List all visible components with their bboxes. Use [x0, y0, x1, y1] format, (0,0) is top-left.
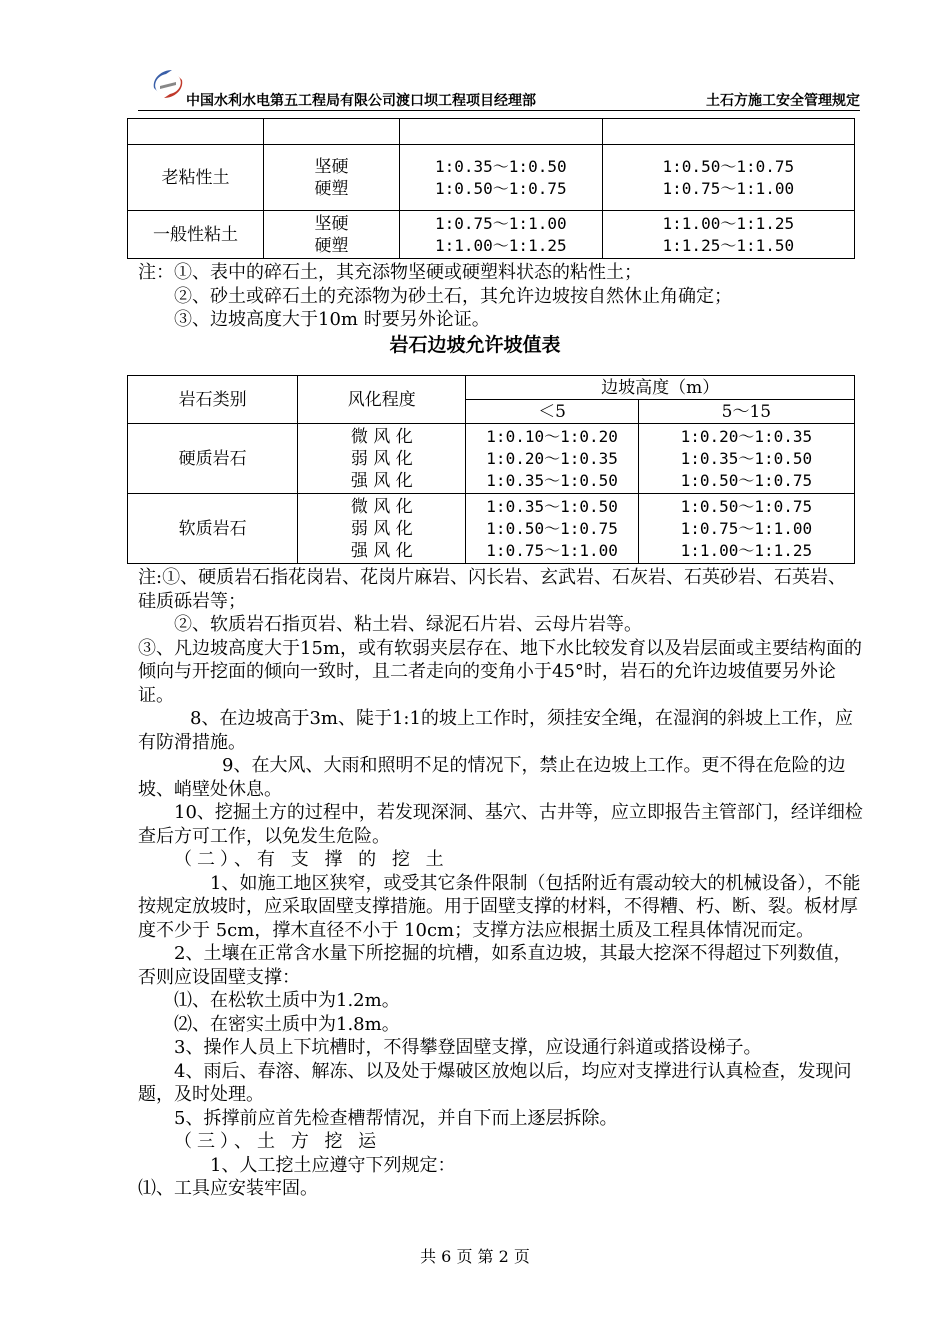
rock-table-title: 岩石边坡允许坡值表	[389, 334, 561, 356]
column-header: 岩石类别	[128, 376, 298, 424]
paragraph: 10、挖掘土方的过程中，若发现深洞、基穴、古井等，应立即报告主管部门，经详细检查后方可工作，以免发生危险。	[138, 802, 863, 847]
paragraph: ②、软质岩石指页岩、粘土岩、绿泥石片岩、云母片岩等。	[174, 614, 642, 635]
body-text	[138, 566, 863, 1201]
paragraph: 3、操作人员上下坑槽时，不得攀登固壁支撑，应设通行斜道或搭设梯子。	[174, 1037, 762, 1058]
column-header: ＜5	[466, 400, 638, 424]
header-document-title: 土石方施工安全管理规定	[706, 93, 860, 109]
column-header: 风化程度	[298, 376, 466, 424]
paragraph: 4、雨后、春溶、解冻、以及处于爆破区放炮以后，均应对支撑进行认真检查，发现问题，及时处理。	[138, 1060, 852, 1105]
paragraph: 9、在大风、大雨和照明不足的情况下，禁止在边坡上工作。更不得在危险的边坡、峭壁处休息。	[138, 755, 846, 800]
table-row	[128, 494, 855, 564]
soil-type-cell: 老粘性土	[128, 145, 264, 211]
company-logo-icon	[148, 64, 188, 104]
table1-notes	[138, 261, 863, 332]
note-line: ②、砂土或碎石土的充添物为砂土石，其允许边坡按自然休止角确定；	[174, 285, 732, 307]
paragraph: 5、拆撑前应首先检查槽帮情况，并自下而上逐层拆除。	[174, 1107, 618, 1129]
section-heading: （三）、土 方 挖 运	[174, 1131, 382, 1152]
page-header	[138, 64, 860, 112]
page-footer: 共 6 页 第 2 页	[420, 1247, 530, 1266]
rock-type-cell: 硬质岩石	[128, 424, 298, 494]
slope-value-cell: 1:0.20～1:0.35 1:0.35～1:0.50 1:0.50～1:0.75	[638, 424, 854, 494]
soil-state-cell: 坚硬 硬塑	[263, 145, 399, 211]
slope-value-cell: 1:0.50～1:0.75 1:0.75～1:1.00	[602, 145, 854, 211]
table-row	[128, 145, 855, 211]
slope-value-cell: 1:0.35～1:0.50 1:0.50～1:0.75	[399, 145, 602, 211]
paragraph: ⑴、在松软土质中为1.2m。	[174, 990, 400, 1011]
column-header: 边坡高度（m）	[466, 376, 855, 400]
table-row	[128, 119, 855, 145]
slope-value-cell: 1:1.00～1:1.25 1:1.25～1:1.50	[602, 211, 854, 259]
table-row	[128, 424, 855, 494]
note-line: 注：①、表中的碎石土，其充添物坚硬或硬塑料状态的粘性土；	[138, 262, 642, 283]
weathering-cell: 微 风 化 弱 风 化 强 风 化	[298, 494, 466, 564]
soil-type-cell: 一般性粘土	[128, 211, 264, 259]
table-header-row	[128, 376, 855, 400]
slope-value-cell: 1:0.35～1:0.50 1:0.50～1:0.75 1:0.75～1:1.00	[466, 494, 638, 564]
header-organization: 中国水利水电第五工程局有限公司渡口坝工程项目经理部	[186, 93, 536, 109]
section-heading: （二）、有 支 撑 的 挖 土	[174, 849, 449, 870]
slope-value-cell: 1:0.10～1:0.20 1:0.20～1:0.35 1:0.35～1:0.50	[466, 424, 638, 494]
paragraph: 1、如施工地区狭窄，或受其它条件限制（包括附近有震动较大的机械设备），不能按规定放坡时，应采取固壁支撑措施。用于固壁支撑的材料，不得糟、朽、断、裂。板材厚度不少于 5cm，撑木直径不小于 10cm；支撑方法应根据土质及工程具体情况而定。	[138, 872, 861, 941]
rock-slope-table	[127, 375, 855, 564]
paragraph: 8、在边坡高于3m、陡于1:1的坡上工作时，须挂安全绳，在湿润的斜坡上工作，应有防滑措施。	[138, 708, 853, 753]
paragraph: 2、土壤在正常含水量下所挖掘的坑槽，如系直边坡，其最大挖深不得超过下列数值，否则应设固壁支撑：	[138, 943, 852, 988]
rock-type-cell: 软质岩石	[128, 494, 298, 564]
paragraph: 1、人工挖土应遵守下列规定：	[210, 1154, 456, 1176]
slope-value-cell: 1:0.50～1:0.75 1:0.75～1:1.00 1:1.00～1:1.25	[638, 494, 854, 564]
header-divider	[138, 110, 860, 111]
paragraph: 注:①、硬质岩石指花岗岩、花岗片麻岩、闪长岩、玄武岩、石灰岩、石英砂岩、石英岩、硅质砾岩等；	[138, 567, 847, 612]
table-row	[128, 211, 855, 259]
slope-value-cell: 1:0.75～1:1.00 1:1.00～1:1.25	[399, 211, 602, 259]
paragraph: ③、凡边坡高度大于15m，或有软弱夹层存在、地下水比较发育以及岩层面或主要结构面的倾向与开挖面的倾向一致时，且二者走向的变角小于45°时，岩石的允许边坡值要另外论证。	[138, 637, 862, 706]
note-line: ③、边坡高度大于10m 时要另外论证。	[174, 309, 490, 330]
paragraph: ⑴、工具应安装牢固。	[138, 1178, 318, 1199]
soil-state-cell: 坚硬 硬塑	[263, 211, 399, 259]
column-header: 5～15	[638, 400, 854, 424]
paragraph: ⑵、在密实土质中为1.8m。	[174, 1013, 400, 1035]
weathering-cell: 微 风 化 弱 风 化 强 风 化	[298, 424, 466, 494]
soil-slope-table	[127, 118, 855, 259]
